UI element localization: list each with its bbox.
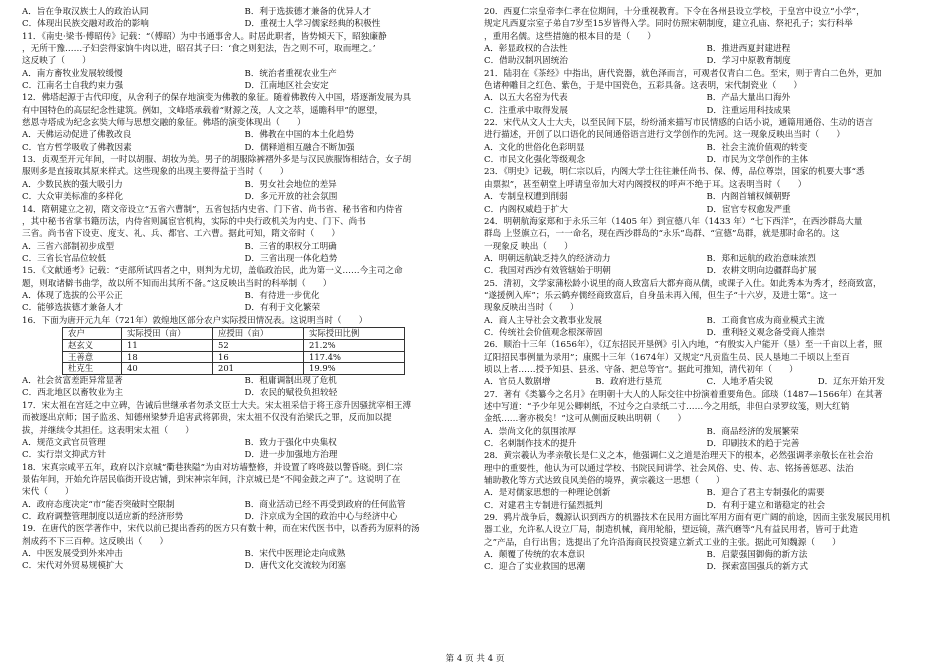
answer-option: B．佛教在中国的本土化趋势: [244, 130, 354, 141]
answer-option: B．商品经济的发展繁荣: [706, 426, 799, 437]
answer-options-row: [484, 500, 929, 512]
question-text-line: 19．在唐代的医学著作中，宋代以前已提出香药的医方只有数十种，而在宋代医书中，以香药为原料的汤: [22, 524, 420, 535]
question-text-line: 器工业，允许私人设立厂局，制造机械，商用轮船，望远镜，蒸汽磨等“凡有益民用者，皆可于此造: [484, 525, 858, 536]
answer-options-row: [484, 92, 929, 104]
answer-option: D．重视士人学习儒家经典的积极性: [244, 19, 381, 30]
answer-option: C．西北地区以畜牧业为主: [22, 388, 124, 399]
answer-option: B．政府进行垦荒: [595, 377, 662, 388]
answer-option: D．探索富国强兵的新方式: [706, 562, 808, 573]
table-cell: 实际授田比例: [304, 327, 405, 339]
answer-options-row: [484, 327, 929, 339]
answer-options-row: [22, 449, 467, 461]
answer-option: A．政府态度决定“市”能否突破时空限制: [22, 499, 175, 510]
answer-option: A．商人主导社会文教事业发展: [484, 315, 602, 326]
answer-options-row: [484, 105, 929, 117]
question-text-line: 顷以上者……授予知县、县丞、守备、把总等官”。据此可推知，清代初年（ ）: [484, 364, 798, 375]
question-text-line: 23．《明史》记载，明仁宗以后，内阁大学士往往兼任尚书、保、傅，品位尊崇，国家的机要大事“悉: [484, 167, 865, 178]
question-text-line: 剂成药不下三百种。这反映出（ ）: [22, 536, 169, 547]
answer-options-row: [484, 204, 929, 216]
question-text-line: 13．贞观至开元年间，一时以胡服、胡妆为美。男子的胡服除裤褶外多是与汉民族服饰相结合，女子胡: [22, 155, 412, 166]
question-text-line: “遂援例入库”；乐云鹤弃儒经商致富后，自身虽未再入闱，但生子“十六岁，及进士第”。这一: [484, 290, 837, 301]
answer-option: A．明朝远航缺乏持久的经济动力: [484, 253, 611, 264]
answer-options-row: [484, 142, 929, 154]
answer-option: B．三省的职权分工明确: [244, 241, 337, 252]
answer-options-row: [484, 253, 929, 265]
question-text-line: 一现象反 映出（ ）: [484, 241, 573, 252]
answer-option: A．三省六部制初步成型: [22, 241, 115, 252]
answer-option: A．旨在争取汉族士人的政治认同: [22, 7, 149, 17]
answer-option: D．三省出现一体化趋势: [244, 253, 338, 264]
answer-option: C．政府调整管理制度以适应新的经济形势: [22, 511, 184, 522]
answer-option: C．三省长官品位较低: [22, 253, 106, 264]
answer-option: C．对建君主专制进行猛烈抵判: [484, 500, 603, 511]
answer-option: C．官方哲学吸收了佛教因素: [22, 142, 132, 153]
table-cell: 实际授田（亩）: [122, 327, 213, 339]
answer-option: D．进一步加强地方治理: [244, 450, 338, 461]
question-text-line: 28．黄宗羲认为孝亲敬长是仁义之本，他强调仁义之道是治理天下的根本，必然强调孝亲敬长在社会治: [484, 451, 874, 462]
answer-option: A．社会贫富差距异常显著: [22, 376, 123, 387]
answer-options-row: [484, 43, 929, 55]
answer-option: C．注重承中取得发展: [484, 105, 568, 116]
question-text-line: 有中国特色的高层纪念性建筑。例如，文峰塔承载着“财源之茂，人文之萃，遥瞻科甲”的愿望，: [22, 105, 384, 116]
answer-option: A．规范文武官员管理: [22, 437, 106, 448]
answer-option: C．我国对西沙有效管辖始于明朝: [484, 266, 611, 277]
answer-option: B．迎合了君主专制强化的需要: [706, 488, 825, 499]
left-column: [22, 6, 467, 573]
answer-option: D．宦官专权愈发严重: [706, 204, 791, 215]
answer-options-row: [484, 549, 929, 561]
question-text-line: 服则多是直接取其原来样式。这些现象的出现主要得益于当时（ ）: [22, 167, 289, 178]
question-text-line: 12．佛塔起源于古代印度，从舍利子的保存地演变为佛教的象征。随着佛教传入中国，塔逐渐发展为具: [22, 93, 412, 104]
question-text-line: 宋代（ ）: [22, 487, 74, 498]
answer-option: D．农耕文明向边疆群岛扩展: [706, 266, 817, 277]
answer-option: D．汴京成为全国的政治中心与经济中心: [244, 511, 398, 522]
question-text-line: ，无所干豫……子妇尝得家饷牛肉以进，昭召其子曰：‘食之则犯法，告之则不可，取而埋之。’: [22, 44, 376, 55]
table-cell: 应授田（亩）: [213, 327, 304, 339]
question-text-line: ，其中秘书省掌书籍历法，内侍省则属宦官机构，实际的中央行政机关为内史、门下、尚书: [22, 216, 366, 227]
question-text-line: 17．宋太祖在宫廷之中立碑，告诫后世继承者勿杀文臣士大夫。宋太祖采信于将王彦升因骚扰宰相王溥: [22, 400, 412, 411]
table-cell: 40: [122, 363, 213, 375]
answer-options-row: [22, 499, 467, 511]
answer-option: D．唐代文化交流较为闭塞: [244, 561, 346, 572]
table-cell: 农户: [63, 327, 122, 339]
land-grant-table: [62, 327, 405, 375]
answer-option: C．迎合了实业救国的思潮: [484, 562, 586, 573]
table-row: [63, 351, 405, 363]
answer-options-row: [22, 387, 467, 399]
question-text-line: 21．陆羽在《茶经》中指出，唐代瓷器，就色泽而言，可观者仅青白二色。至宋，则于青白二色外，更加: [484, 68, 882, 79]
answer-options-row: [22, 129, 467, 141]
question-text-line: 这反映了（ ）: [22, 56, 91, 67]
question-text-line: 27．著有《类纂今之名月》在明朝十大人的人际交往中扮演着重要角色。邱琰（1487—1566年）在其著: [484, 389, 883, 400]
answer-option: B．内阁首辅权倾朝野: [706, 192, 791, 203]
table-cell: 52: [213, 339, 304, 351]
answer-option: B．利于选拔德才兼备的优异人才: [244, 7, 372, 17]
question-text-line: 辽阳招民事例量为录用”；康熙十三年（1674年）又规定“凡贡监生员、民人垦地二千顷以上至百: [484, 352, 850, 363]
answer-option: A．南方畜牧业发展较缓慢: [22, 68, 123, 79]
question-text-line: 拔，并继续令其担任。这表明宋太祖（ ）: [22, 425, 194, 436]
question-text-line: 20．西夏仁宗皇帝李仁孝在位期间，十分重视教育。下令在各州县设立学校，于皇宫中设立“小学”，: [484, 7, 865, 17]
answer-option: B．男女社会地位的差异: [244, 179, 337, 190]
answer-option: C．借助汉制巩固统治: [484, 56, 568, 67]
answer-option: C．人地矛盾尖锐: [706, 377, 774, 388]
question-text-line: 进行描述，开创了以口语化的民间通俗语言进行文学创作的先河。这一现象反映出当时（ ）: [484, 130, 845, 141]
table-row: [63, 363, 405, 375]
answer-option: C．宋代对外贸易规模扩大: [22, 561, 124, 572]
answer-option: D．有利于文化繁荣: [244, 303, 321, 314]
answer-options-row: [22, 179, 467, 191]
answer-option: C．大众审美标准的多样化: [22, 192, 124, 203]
answer-option: A．天佛运动促进了佛教改良: [22, 130, 132, 141]
answer-options-row: [484, 561, 929, 573]
answer-option: A．崇尚文化的氛围浓厚: [484, 426, 577, 437]
answer-option: D．学习中原教育制度: [706, 56, 791, 67]
answer-options-row: [22, 18, 467, 30]
answer-option: C．江南名士自我约束力强: [22, 81, 124, 92]
answer-option: A．专制皇权遭到削弱: [484, 192, 568, 203]
answer-option: A．体现了选拔的公平公正: [22, 290, 123, 301]
table-row: [63, 339, 405, 351]
table-cell: 赵玄义: [63, 339, 122, 351]
answer-option: C．实行崇文抑武方针: [22, 450, 106, 461]
answer-option: D．注重运用科技成果: [706, 105, 791, 116]
answer-options-row: [484, 438, 929, 450]
answer-option: C．名刺制作技术的提升: [484, 439, 577, 450]
answer-options-row: [22, 560, 467, 572]
table-cell: 201: [213, 363, 304, 375]
answer-options-row: [22, 68, 467, 80]
answer-option: D．辽东开始开发: [817, 377, 885, 388]
question-text-line: 色诸种雕目之红色、紫色，于是中国瓷色，五彩具备。这表明，宋代制瓷业（ ）: [484, 81, 802, 92]
table-cell: 11: [122, 339, 213, 351]
answer-option: B．宋代中医理论走向成熟: [244, 548, 346, 559]
answer-option: C．内阁权威趋于扩大: [484, 204, 568, 215]
answer-options-row: [22, 375, 467, 387]
question-text-line: 述中写道：“予少年见公卿刺纸，不过今之白录纸二寸……今之用纸，非但白录罗纹笺，则大红销: [484, 402, 850, 412]
answer-options-row: [22, 302, 467, 314]
question-text-line: 景佑年间，开始允许居民临街开设店铺，到宋神宗年间，汴京城已是“不闻金鼓之声了”。这说明了在: [22, 474, 401, 485]
answer-options-row: [22, 548, 467, 560]
question-text-line: 金纸……奢亦极矣！”这可从侧面反映出明朝（ ）: [484, 414, 687, 425]
answer-option: A．官员人数剧增: [484, 377, 551, 388]
answer-option: C．传统社会价值观念根深蒂固: [484, 327, 603, 338]
answer-option: B．工商食官成为商业模式主流: [706, 315, 825, 326]
answer-option: B．社会主流价值观的转变: [706, 142, 808, 153]
answer-option: D．印刷技术的趋于完善: [706, 439, 800, 450]
answer-options-row: [484, 487, 929, 499]
table-cell: 杜克生: [63, 363, 122, 375]
question-text-line: 18．宋真宗咸平五年，政府以汴京城“衢巷狭隘”为由对坊墙整修，并设置了咚咚鼓以警昏晓。到仁宗: [22, 462, 403, 473]
page-footer: 第 4 页 共 4 页: [445, 654, 505, 664]
answer-option: D．农民的赋役负担较轻: [244, 388, 338, 399]
answer-option: B．统治者重视农业生产: [244, 68, 337, 79]
answer-option: C．体现出民族交融对政治的影响: [22, 19, 149, 30]
table-row: [63, 327, 405, 339]
answer-options-row: [22, 6, 467, 18]
question-text-line: 辅助教化等方式达致良风美俗的境界，黄宗羲这一思想（ ）: [484, 476, 725, 487]
answer-options-row: [22, 290, 467, 302]
table-cell: 21.2%: [304, 339, 405, 351]
answer-options-row: [484, 55, 929, 67]
answer-option: A．以五大名窑为代表: [484, 93, 568, 104]
answer-option: A．中医发展受到外来冲击: [22, 548, 123, 559]
answer-options-row: [22, 437, 467, 449]
answer-option: B．产品大量出口海外: [706, 93, 791, 104]
answer-option: B．推进西夏封建进程: [706, 44, 791, 55]
table-cell: 18: [122, 351, 213, 363]
question-text-line: 22．宋代从文人士大夫，以至民间下层，纷纷涌来描写市民情感的白话小说，通篇用通俗、生动的语言: [484, 118, 874, 129]
question-text-line: 24．明朝航海家郑和于永乐三年（1405 年）到宣德八年（1433 年）“七下西洋”，在西沙群岛大量: [484, 216, 863, 227]
question-text-line: 29．鸦片战争后，魏源认识到西方的机器技术在民用方面比军用方面有更广阔的前途，因而主张发展民用机: [484, 513, 891, 524]
question-text-line: 之”产品，自行出售；选提出了允许沿海商民投资建立新式工业的主张。据此可知魏源（ ）: [484, 537, 841, 548]
answer-option: A．文化的世俗化色彩明显: [484, 142, 585, 153]
answer-option: A．少数民族的强大吸引力: [22, 179, 123, 190]
question-text-line: 规定凡西夏宗室子弟自7岁至15岁皆得入学。同时仿照宋朝制度，建立孔庙、祭祀孔子；实行科举: [484, 19, 853, 30]
question-text-line: 15．《文献通考》记载：“吏部所试四者之中，则判为尤切，盖临政治民，此为第一义……今主司之命: [22, 266, 403, 277]
answer-option: D．多元开放的社会氛围: [244, 192, 338, 203]
answer-option: A．是对儒家思想的一种理论创新: [484, 488, 611, 499]
answer-option: D．儒释道相互融合不断加强: [244, 142, 355, 153]
question-text-line: 由票拟”，甚至朝堂上呼请皇帝加大对内阁授权的呼声不绝于耳。这表明当时（ ）: [484, 179, 807, 190]
table-cell: 16: [213, 351, 304, 363]
answer-options-row: [484, 191, 929, 203]
answer-option: D．江南地区社会安定: [244, 81, 329, 92]
question-text-line: ，重用名儒。这些措施的根本目的是（ ）: [484, 31, 656, 42]
answer-options-row: [484, 265, 929, 277]
question-text-line: 14．隋朝建立之初，隋文帝设立“五省六曹制”，五省包括内史省、门下省、尚书省、秘书省和内侍省: [22, 204, 403, 215]
answer-option: D．市民为文学创作的主体: [706, 155, 808, 166]
answer-options-row: [22, 191, 467, 203]
table-cell: 王善意: [63, 351, 122, 363]
answer-option: B．有待进一步优化: [244, 290, 320, 301]
table-cell: 19.9%: [304, 363, 405, 375]
answer-option: B．商业活动已经不再受到政府的任何监管: [244, 499, 406, 510]
answer-option: A．颠覆了传统的农本意识: [484, 550, 585, 561]
question-text-line: 11．《南史·梁书·傅昭传》记载：“（傅昭）为中书通事舍人。时居此职者，皆势倾天下，昭独廉静: [22, 31, 387, 42]
answer-option: C．市民文化强化等级观念: [484, 155, 586, 166]
question-text-line: 题，则取诸僻书曲学，故以所不知而出其所不备。”这反映出当时的科举制（ ）: [22, 278, 332, 289]
answer-option: A．彰显政权的合法性: [484, 44, 568, 55]
answer-option: B．致力于强化中央集权: [244, 437, 337, 448]
question-text-line: 理中的重要性，他认为可以通过学校、书院民间讲学、社会风俗、史、传、志、铭扬善惩恶、法治: [484, 463, 854, 474]
question-text-line: 25．清初，文学家蒲松龄小说里的商人致富后大都弃商从儒，或课子入仕。如此秀本为秀才，经商致富，: [484, 278, 882, 289]
answer-options-row: [484, 376, 929, 388]
answer-options-row: [484, 154, 929, 166]
question-text-line: 现象反映出当时（ ）: [484, 303, 579, 314]
answer-option: B．郑和远航的政治意味浓烈: [706, 253, 816, 264]
answer-option: D．重利轻义观念备受商人推崇: [706, 327, 826, 338]
answer-option: C．能够选拔德才兼备人才: [22, 303, 124, 314]
question-text-line: 群岛 上竖旗立石，一一命名，现在西沙群岛的“永乐”岛群、“宣德”岛群，就是那时命名的。这: [484, 229, 840, 240]
answer-options-row: [22, 142, 467, 154]
answer-option: B．租庸调制出现了危机: [244, 376, 337, 387]
question-text-line: 而被逐出京师；国子监丞、知德州梁梦升追害武将郭贵，宋太祖不仅没有治梁氏之罪，反而加以提: [22, 413, 392, 424]
answer-options-row: [22, 511, 467, 523]
answer-options-row: [484, 315, 929, 327]
table-cell: 117.4%: [304, 351, 405, 363]
answer-options-row: [22, 241, 467, 253]
answer-options-row: [22, 253, 467, 265]
right-column: [484, 6, 929, 574]
question-text-line: 三省。尚书省下设吏、度支、礼、兵、都官、工六曹。据此可知，隋文帝时（ ）: [22, 229, 340, 240]
question-text-line: 16．下面为唐开元九年（721年）敦煌地区部分农户实际授田情况表。这说明当时（ ）: [22, 315, 368, 326]
answer-options-row: [484, 426, 929, 438]
answer-option: D．有利于建立和谐稳定的社会: [706, 500, 826, 511]
question-text-line: 26．顺治十三年（1656年），《辽东招民开垦例》引入内地，“有殷实入户能开（垦）至一千亩以上者，照: [484, 340, 883, 351]
question-text-line: 慈恩寺塔成为纪念玄奘大师与思想交融的象征。佛塔的演变体现出（ ）: [22, 118, 306, 129]
answer-options-row: [22, 80, 467, 92]
answer-option: B．启蒙强国御侮的新方法: [706, 550, 808, 561]
